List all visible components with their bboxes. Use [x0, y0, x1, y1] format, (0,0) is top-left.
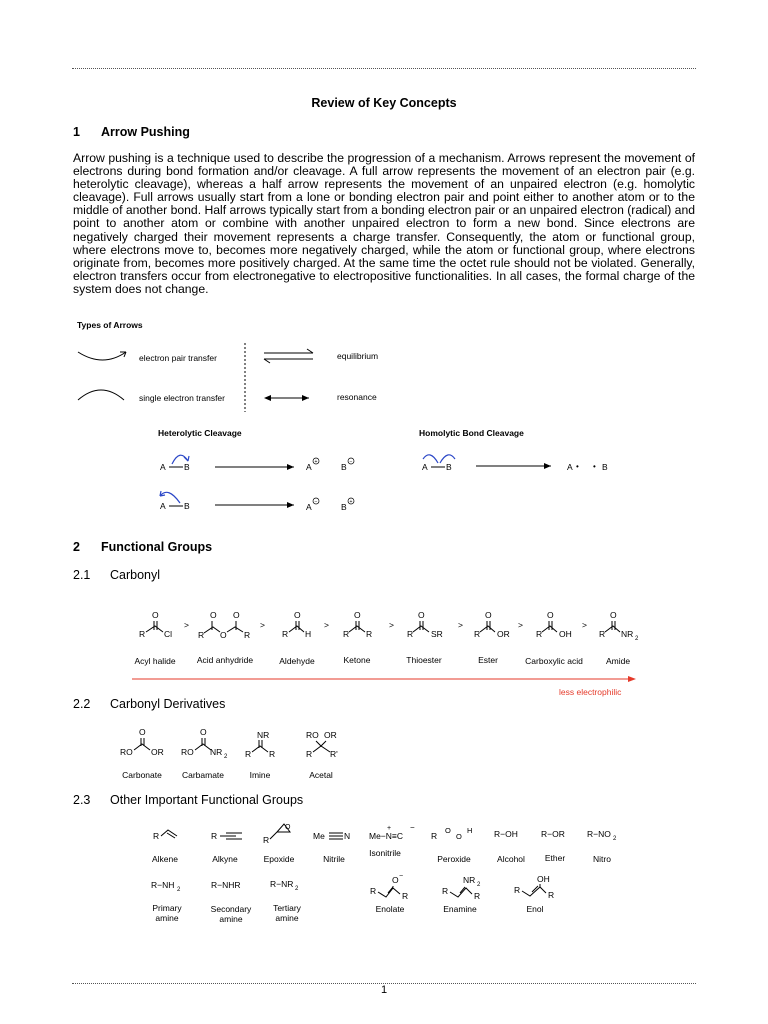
atom-r: R: [548, 890, 555, 900]
reactivity-trend-label: less electrophilic: [559, 687, 622, 697]
alkene-bond: [161, 830, 177, 838]
reactivity-separator: >: [582, 620, 587, 630]
amide-label: Amide: [605, 656, 631, 666]
types-of-arrows-heading: Types of Arrows: [77, 320, 143, 330]
carbonyl-reactivity-figure: [0, 605, 768, 700]
atom-r: R: [536, 629, 543, 639]
atom-oh: OH: [537, 874, 550, 884]
bond: [134, 744, 150, 750]
enol-label: Enol: [526, 904, 544, 914]
atom-o: O: [139, 727, 146, 737]
acyl-halide-label: Acyl halide: [134, 656, 176, 666]
enamine-label: Enamine: [443, 904, 477, 914]
atom-r: R: [442, 886, 449, 896]
atom-r: R: [599, 629, 606, 639]
subsection-heading-other-groups: [73, 793, 303, 807]
reactivity-separator: >: [458, 620, 463, 630]
atom-a: A: [160, 462, 166, 472]
minus-sign: −: [314, 499, 318, 505]
secondary-amine-label: [211, 904, 252, 924]
radical-dot: •: [576, 462, 579, 471]
atom-r: R: [306, 749, 313, 759]
section-title: Functional Groups: [101, 540, 213, 554]
arrow-pushing-paragraph: Arrow pushing is a technique used to describe the progression of a mechanism. Arrows represent the movement of electrons during bond formation and/or cleavage. A full arrow represents the movement of an electron pair (e.g. heterolytic cleavage), whereas a half arrow represents the movement of an unpaired electron (e.g. homolytic cleavage). Full arrows usually start from a lone or bonding electron pair and point either to another atom or to the middle of another bond. Half arrows typically start from a bonding electron pair or an unpaired electron (radical) and point to another atom or combine with another unpaired electron to form a new bond. Since electrons are negatively charged their movement represents a charge transfer. Consequently, the atom or functional group, where electrons move to, becomes more negatively charged, while the atom or functional group, where electrons originate from, becomes more positively charged. At the same time the octet rule should not be violated. Generally, electron transfers occur from electronegative to electropositive functionalities. In all cases, the formal charge of the system does not change.: [73, 151, 695, 296]
nitro-formula: R−NO: [587, 829, 611, 839]
atom-r: R: [211, 831, 218, 841]
eq-hook-top: [307, 349, 313, 353]
section-number: 1: [73, 125, 80, 139]
atom-r: R: [474, 629, 481, 639]
thioester-label: Thioester: [406, 655, 442, 665]
atom-or: OR: [324, 730, 337, 740]
bond: [388, 887, 393, 893]
atom-ro: RO: [120, 747, 133, 757]
atom-o: O: [233, 610, 240, 620]
page-title: Review of Key Concepts: [311, 96, 457, 110]
alkene-label: Alkene: [152, 854, 178, 864]
acid-anhydride-label: Acid anhydride: [196, 655, 254, 665]
atom-ro: RO: [181, 747, 194, 757]
atom-nr: NR: [257, 730, 270, 740]
subscript: 2: [177, 887, 181, 893]
section-number: 2.3: [73, 793, 91, 807]
trend-arrow-head: [628, 676, 636, 682]
label-line: Secondary: [210, 904, 252, 914]
header-rule: [72, 68, 696, 69]
atom-o: O: [485, 610, 492, 620]
atom-o: O: [547, 610, 554, 620]
atom-n: N: [344, 831, 351, 841]
acetal-label: Acetal: [309, 770, 333, 780]
atom-r: R: [153, 831, 160, 841]
subscript: 2: [295, 886, 299, 892]
half-curved-arrow-icon: [78, 390, 124, 400]
section-number: 2: [73, 540, 80, 554]
atom-cl: Cl: [164, 629, 173, 639]
atom-b: B: [184, 501, 190, 511]
atom-nr: NR: [210, 747, 223, 757]
homolytic-cleavage-heading: Homolytic Bond Cleavage: [419, 428, 524, 438]
nitrile-label: Nitrile: [323, 854, 345, 864]
atom-o: O: [392, 875, 399, 885]
atom-r: R: [370, 886, 377, 896]
atom-r: R: [366, 629, 373, 639]
single-electron-transfer-label: single electron transfer: [139, 393, 225, 403]
reactivity-separator: >: [260, 620, 265, 630]
atom-h: H: [467, 826, 473, 835]
resonance-left-head: [264, 395, 271, 401]
atom-b: B: [184, 462, 190, 472]
carbonyl-derivatives-figure: [0, 722, 768, 784]
subscript: 2: [635, 636, 639, 642]
atom-or: OR: [151, 747, 164, 757]
section-number: 2.1: [73, 568, 91, 582]
subscript: 2: [224, 754, 228, 760]
subscript: 2: [477, 882, 481, 888]
plus-sign: +: [349, 499, 353, 505]
label-line: amine: [275, 913, 299, 923]
nitro-label: Nitro: [593, 854, 611, 864]
carbamate-label: Carbamate: [181, 770, 225, 780]
isonitrile-label: Isonitrile: [369, 848, 401, 858]
atom-r: R: [263, 835, 270, 845]
atom-o: O: [294, 610, 301, 620]
atom-o: O: [445, 826, 451, 835]
atom-r: R: [282, 629, 289, 639]
section-heading-functional-groups: [73, 540, 212, 554]
reactivity-separator: >: [389, 620, 394, 630]
atom-a: A: [306, 502, 312, 512]
bond: [252, 746, 268, 752]
page-number: 1: [380, 984, 388, 996]
primary-amine-formula: R−NH: [151, 880, 175, 890]
aldehyde-label: Aldehyde: [279, 656, 315, 666]
section-heading-arrow-pushing: [73, 125, 190, 139]
atom-r: R: [474, 891, 481, 901]
atom-r: R: [402, 891, 409, 901]
atom-b: B: [341, 502, 347, 512]
radical-dot: •: [593, 462, 596, 471]
alkyne-label: Alkyne: [212, 854, 238, 864]
eq-hook-bottom: [264, 359, 270, 363]
section-title: Other Important Functional Groups: [110, 793, 304, 807]
label-line: Tertiary: [273, 903, 301, 913]
alcohol-formula: R−OH: [494, 829, 518, 839]
bond: [349, 626, 365, 632]
atom-r: R: [245, 749, 252, 759]
primary-amine-label: [152, 903, 182, 923]
atom-h: H: [305, 629, 312, 639]
ether-label: Ether: [544, 853, 566, 863]
ketone-label: Ketone: [343, 655, 371, 665]
full-curved-arrow-icon: [78, 352, 126, 360]
plus-sign: +: [387, 825, 392, 832]
secondary-amine-formula: R−NHR: [211, 880, 241, 890]
atom-nr: NR: [463, 875, 476, 885]
atom-o: O: [285, 824, 291, 831]
atom-sr: SR: [431, 629, 443, 639]
atom-r: R: [431, 831, 438, 841]
atom-o: O: [610, 610, 617, 620]
atom-o: O: [418, 610, 425, 620]
ester-label: Ester: [478, 655, 498, 665]
atom-o: O: [354, 610, 361, 620]
carbonate-label: Carbonate: [122, 770, 162, 780]
imine-label: Imine: [249, 770, 271, 780]
subsection-heading-carbonyl-derivatives: [73, 697, 225, 711]
tertiary-amine-formula: R−NR: [270, 879, 294, 889]
atom-ro: RO: [306, 730, 319, 740]
atom-o: O: [220, 630, 227, 640]
atom-oh: OH: [559, 629, 572, 639]
arrow-types-figure: [0, 310, 768, 520]
section-number: 2.2: [73, 697, 91, 711]
label-line: amine: [219, 914, 243, 924]
isonitrile-formula: Me−N≡C: [369, 831, 404, 841]
atom-a: A: [422, 462, 428, 472]
other-functional-groups-figure: [0, 818, 768, 928]
tertiary-amine-label: [273, 903, 302, 923]
atom-a: A: [160, 501, 166, 511]
subscript: 2: [613, 836, 617, 842]
minus-sign: −: [399, 873, 404, 880]
bond: [313, 741, 330, 752]
atom-b: B: [341, 462, 347, 472]
atom-a: A: [306, 462, 312, 472]
atom-o: O: [210, 610, 217, 620]
atom-b: B: [602, 462, 608, 472]
section-title: Arrow Pushing: [101, 125, 190, 139]
bond: [413, 626, 429, 632]
reactivity-separator: >: [184, 620, 189, 630]
atom-r: R: [407, 629, 414, 639]
plus-sign: +: [314, 459, 318, 465]
atom-r: R: [269, 749, 276, 759]
atom-r: R: [343, 629, 350, 639]
atom-or: OR: [497, 629, 510, 639]
ether-formula: R−OR: [541, 829, 565, 839]
section-title: Carbonyl: [110, 568, 161, 582]
carboxylic-acid-label: Carboxylic acid: [525, 656, 583, 666]
atom-a: A: [567, 462, 573, 472]
subsection-heading-carbonyl: [73, 568, 160, 582]
atom-r: R: [139, 629, 146, 639]
peroxide-label: Peroxide: [437, 854, 471, 864]
electron-pair-transfer-label: electron pair transfer: [139, 353, 217, 363]
minus-sign: −: [410, 823, 415, 832]
resonance-label: resonance: [337, 392, 377, 402]
atom-r-prime: R': [330, 749, 338, 759]
epoxide-label: Epoxide: [263, 854, 295, 864]
label-line: amine: [155, 913, 179, 923]
heterolytic-cleavage-heading: Heterolytic Cleavage: [158, 428, 242, 438]
atom-o: O: [152, 610, 159, 620]
atom-r: R: [514, 885, 521, 895]
alcohol-label: Alcohol: [497, 854, 525, 864]
label-line: Primary: [152, 903, 182, 913]
section-title: Carbonyl Derivatives: [110, 697, 226, 711]
enolate-label: Enolate: [375, 904, 405, 914]
atom-o: O: [456, 832, 462, 841]
minus-sign: −: [349, 459, 353, 465]
reactivity-separator: >: [324, 620, 329, 630]
atom-nr: NR: [621, 629, 634, 639]
atom-r: R: [198, 630, 205, 640]
bond: [195, 744, 211, 750]
atom-b: B: [446, 462, 452, 472]
methyl: Me: [313, 831, 325, 841]
atom-o: O: [200, 727, 207, 737]
equilibrium-label: equilibrium: [337, 351, 379, 361]
reactivity-separator: >: [518, 620, 523, 630]
atom-r: R: [244, 630, 251, 640]
